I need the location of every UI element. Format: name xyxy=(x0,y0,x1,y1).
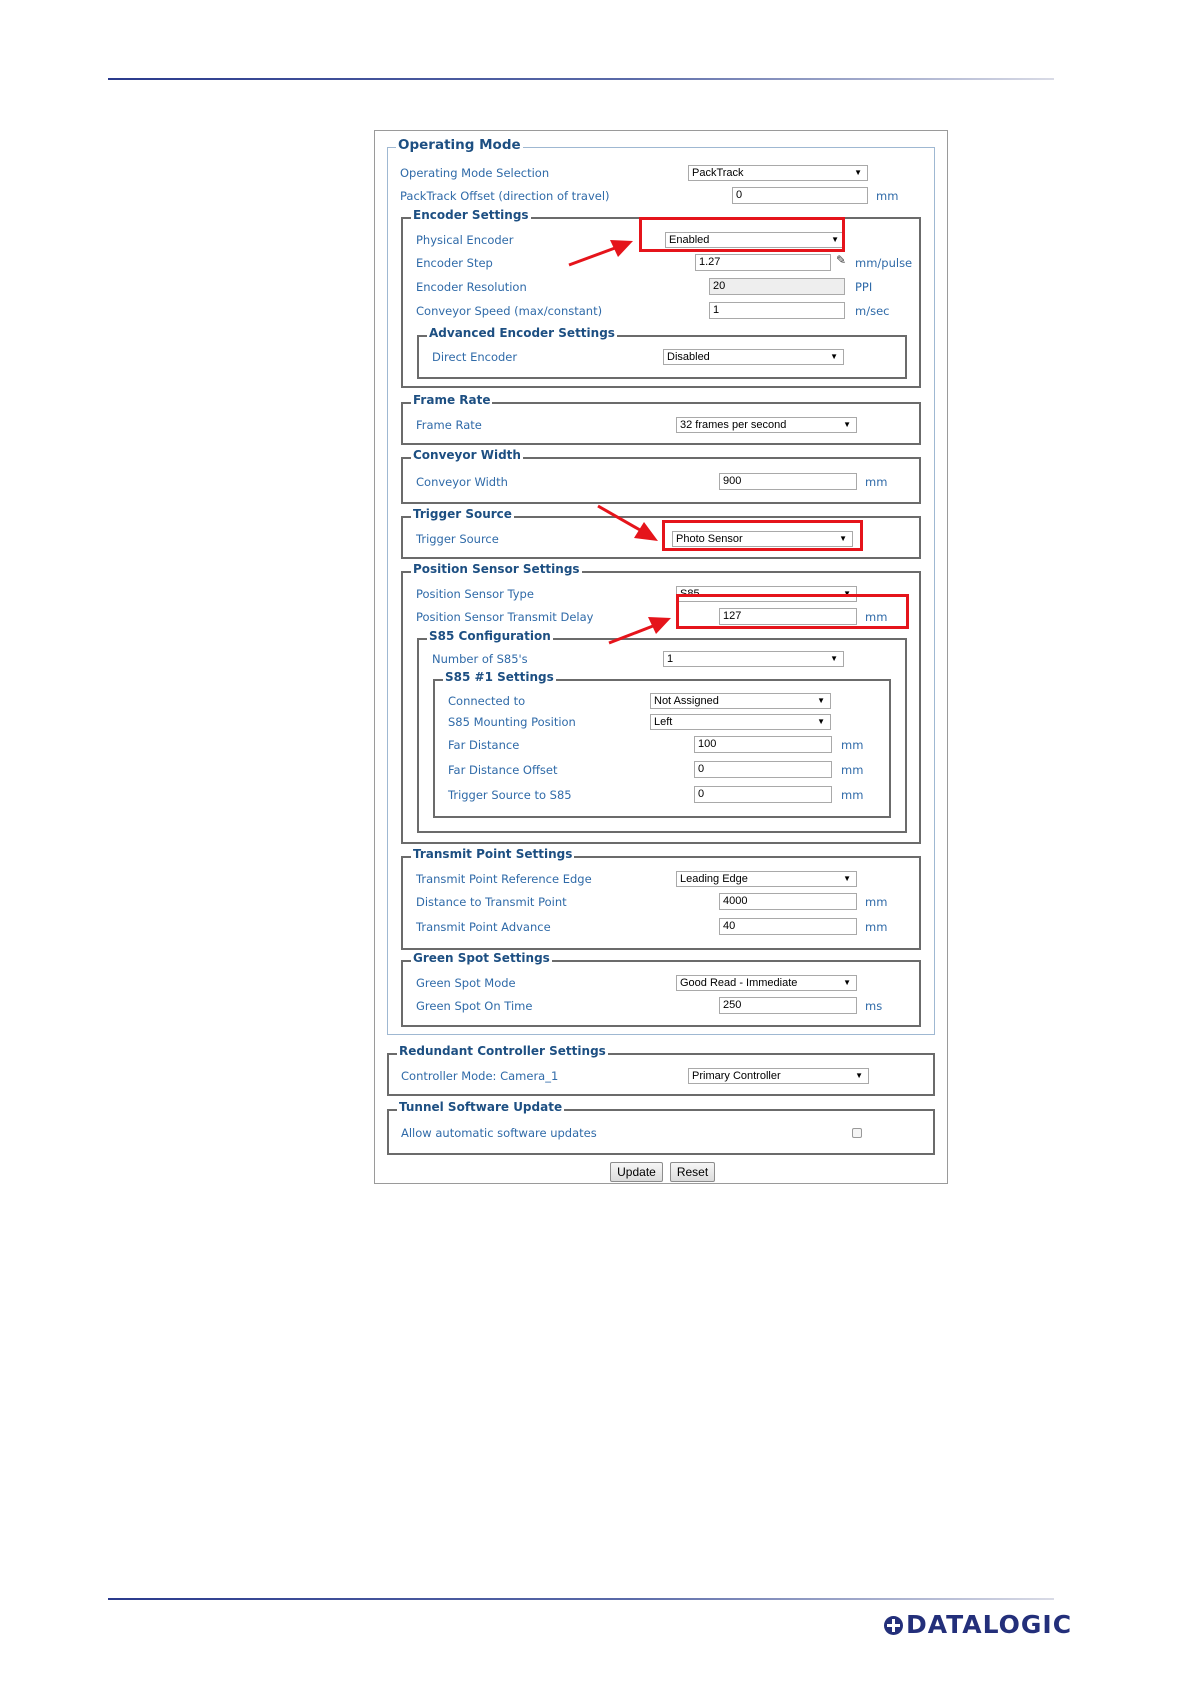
footer-rule xyxy=(108,1598,1054,1600)
conveyor-width-input[interactable]: 900 xyxy=(719,473,857,490)
operating-mode-title: Operating Mode xyxy=(398,137,521,153)
mounting-position-label: S85 Mounting Position xyxy=(448,715,576,729)
encoder-step-input[interactable]: 1.27 xyxy=(695,254,831,271)
green-spot-mode-select[interactable] xyxy=(676,975,857,991)
redundant-controller-title: Redundant Controller Settings xyxy=(399,1044,606,1058)
chevron-down-icon: ▼ xyxy=(843,978,851,987)
conveyor-width-title: Conveyor Width xyxy=(413,448,521,462)
logo-icon xyxy=(884,1616,903,1635)
arrow-icon xyxy=(605,611,675,647)
s85-configuration-title: S85 Configuration xyxy=(429,629,551,643)
mounting-position-select[interactable] xyxy=(650,714,831,730)
conveyor-speed-label: Conveyor Speed (max/constant) xyxy=(416,304,603,318)
arrow-icon xyxy=(595,503,661,545)
trigger-source-title: Trigger Source xyxy=(413,507,512,521)
far-distance-label: Far Distance xyxy=(448,738,520,752)
transmit-delay-label: Position Sensor Transmit Delay xyxy=(416,610,594,624)
mounting-position-value: Left xyxy=(654,716,673,728)
transmit-delay-input[interactable]: 127 xyxy=(719,608,857,625)
datalogic-logo xyxy=(884,1610,1072,1639)
green-spot-mode-label: Green Spot Mode xyxy=(416,976,516,990)
trigger-to-s85-unit: mm xyxy=(841,788,864,802)
auto-update-label: Allow automatic software updates xyxy=(401,1126,597,1140)
transmit-distance-unit: mm xyxy=(865,895,888,909)
frame-rate-value: 32 frames per second xyxy=(680,419,787,431)
physical-encoder-highlight xyxy=(639,217,845,252)
trigger-source-label: Trigger Source xyxy=(416,532,499,546)
transmit-distance-label: Distance to Transmit Point xyxy=(416,895,567,909)
position-sensor-title: Position Sensor Settings xyxy=(413,562,580,576)
packtrack-offset-label: PackTrack Offset (direction of travel) xyxy=(400,189,610,203)
packtrack-offset-unit: mm xyxy=(876,189,899,203)
arrow-icon xyxy=(565,235,637,269)
chevron-down-icon: ▼ xyxy=(854,168,862,177)
connected-to-select[interactable] xyxy=(650,693,831,709)
trigger-source-highlight xyxy=(662,520,863,551)
transmit-delay-unit: mm xyxy=(865,610,888,624)
frame-rate-label: Frame Rate xyxy=(416,418,482,432)
logo-text: DATALOGIC xyxy=(906,1610,1073,1639)
connected-to-value: Not Assigned xyxy=(654,695,719,707)
encoder-resolution-input: 20 xyxy=(709,278,845,295)
encoder-resolution-label: Encoder Resolution xyxy=(416,280,527,294)
chevron-down-icon: ▼ xyxy=(817,717,825,726)
transmit-advance-label: Transmit Point Advance xyxy=(416,920,551,934)
chevron-down-icon: ▼ xyxy=(843,874,851,883)
far-distance-input[interactable]: 100 xyxy=(694,736,832,753)
green-spot-group xyxy=(401,951,921,1027)
operating-mode-value: PackTrack xyxy=(692,167,744,179)
encoder-step-unit: mm/pulse xyxy=(855,256,913,270)
direct-encoder-value: Disabled xyxy=(667,351,710,363)
position-sensor-type-value: S85 xyxy=(680,588,700,600)
far-distance-offset-unit: mm xyxy=(841,763,864,777)
operating-mode-selection-label: Operating Mode Selection xyxy=(400,166,550,180)
chevron-down-icon: ▼ xyxy=(843,589,851,598)
operating-mode-select[interactable] xyxy=(688,165,868,181)
controller-mode-value: Primary Controller xyxy=(692,1070,781,1082)
physical-encoder-value: Enabled xyxy=(669,234,710,246)
far-distance-offset-input[interactable]: 0 xyxy=(694,761,832,778)
direct-encoder-select[interactable] xyxy=(663,349,844,365)
reference-edge-value: Leading Edge xyxy=(680,873,748,885)
controller-mode-label: Controller Mode: Camera_1 xyxy=(401,1069,559,1083)
encoder-settings-title: Encoder Settings xyxy=(413,208,529,222)
conveyor-speed-input[interactable]: 1 xyxy=(709,302,845,319)
chevron-down-icon: ▼ xyxy=(830,654,838,663)
green-spot-on-time-label: Green Spot On Time xyxy=(416,999,533,1013)
far-distance-unit: mm xyxy=(841,738,864,752)
chevron-down-icon: ▼ xyxy=(831,235,839,244)
chevron-down-icon: ▼ xyxy=(817,696,825,705)
green-spot-mode-value: Good Read - Immediate xyxy=(680,977,798,989)
update-button[interactable]: Update xyxy=(610,1162,663,1182)
trigger-to-s85-input[interactable]: 0 xyxy=(694,786,832,803)
tunnel-software-update-title: Tunnel Software Update xyxy=(399,1100,563,1114)
reference-edge-select[interactable] xyxy=(676,871,857,887)
trigger-source-value: Photo Sensor xyxy=(676,533,743,545)
position-sensor-type-label: Position Sensor Type xyxy=(416,587,534,601)
reset-button[interactable]: Reset xyxy=(670,1162,715,1182)
transmit-distance-input[interactable]: 4000 xyxy=(719,893,857,910)
s85-count-select[interactable] xyxy=(663,651,844,667)
green-spot-on-time-input[interactable]: 250 xyxy=(719,997,857,1014)
transmit-advance-input[interactable]: 40 xyxy=(719,918,857,935)
frame-rate-title: Frame Rate xyxy=(413,393,491,407)
conveyor-width-unit: mm xyxy=(865,475,888,489)
s85-count-value: 1 xyxy=(667,653,674,665)
direct-encoder-label: Direct Encoder xyxy=(432,350,518,364)
chevron-down-icon: ▼ xyxy=(855,1071,863,1080)
reference-edge-label: Transmit Point Reference Edge xyxy=(416,872,592,886)
advanced-encoder-title: Advanced Encoder Settings xyxy=(429,326,615,340)
encoder-resolution-unit: PPI xyxy=(855,280,873,294)
chevron-down-icon: ▼ xyxy=(830,352,838,361)
conveyor-width-label: Conveyor Width xyxy=(416,475,508,489)
controller-mode-select[interactable] xyxy=(688,1068,869,1084)
packtrack-offset-input[interactable]: 0 xyxy=(732,187,868,204)
auto-update-checkbox[interactable] xyxy=(852,1128,862,1138)
s85-1-settings-title: S85 #1 Settings xyxy=(445,670,554,684)
trigger-to-s85-label: Trigger Source to S85 xyxy=(448,788,572,802)
transmit-point-title: Transmit Point Settings xyxy=(413,847,573,861)
pencil-icon[interactable]: ✎ xyxy=(836,253,847,267)
green-spot-on-time-unit: ms xyxy=(865,999,883,1013)
chevron-down-icon: ▼ xyxy=(839,534,847,543)
transmit-delay-highlight xyxy=(676,594,909,629)
far-distance-offset-label: Far Distance Offset xyxy=(448,763,558,777)
connected-to-label: Connected to xyxy=(448,694,526,708)
green-spot-title: Green Spot Settings xyxy=(413,951,550,965)
header-rule xyxy=(108,78,1054,80)
transmit-advance-unit: mm xyxy=(865,920,888,934)
s85-count-label: Number of S85's xyxy=(432,652,528,666)
encoder-step-label: Encoder Step xyxy=(416,256,493,270)
frame-rate-select[interactable] xyxy=(676,417,857,433)
conveyor-speed-unit: m/sec xyxy=(855,304,890,318)
configuration-screenshot xyxy=(374,130,948,1184)
chevron-down-icon: ▼ xyxy=(843,420,851,429)
physical-encoder-label: Physical Encoder xyxy=(416,233,514,247)
